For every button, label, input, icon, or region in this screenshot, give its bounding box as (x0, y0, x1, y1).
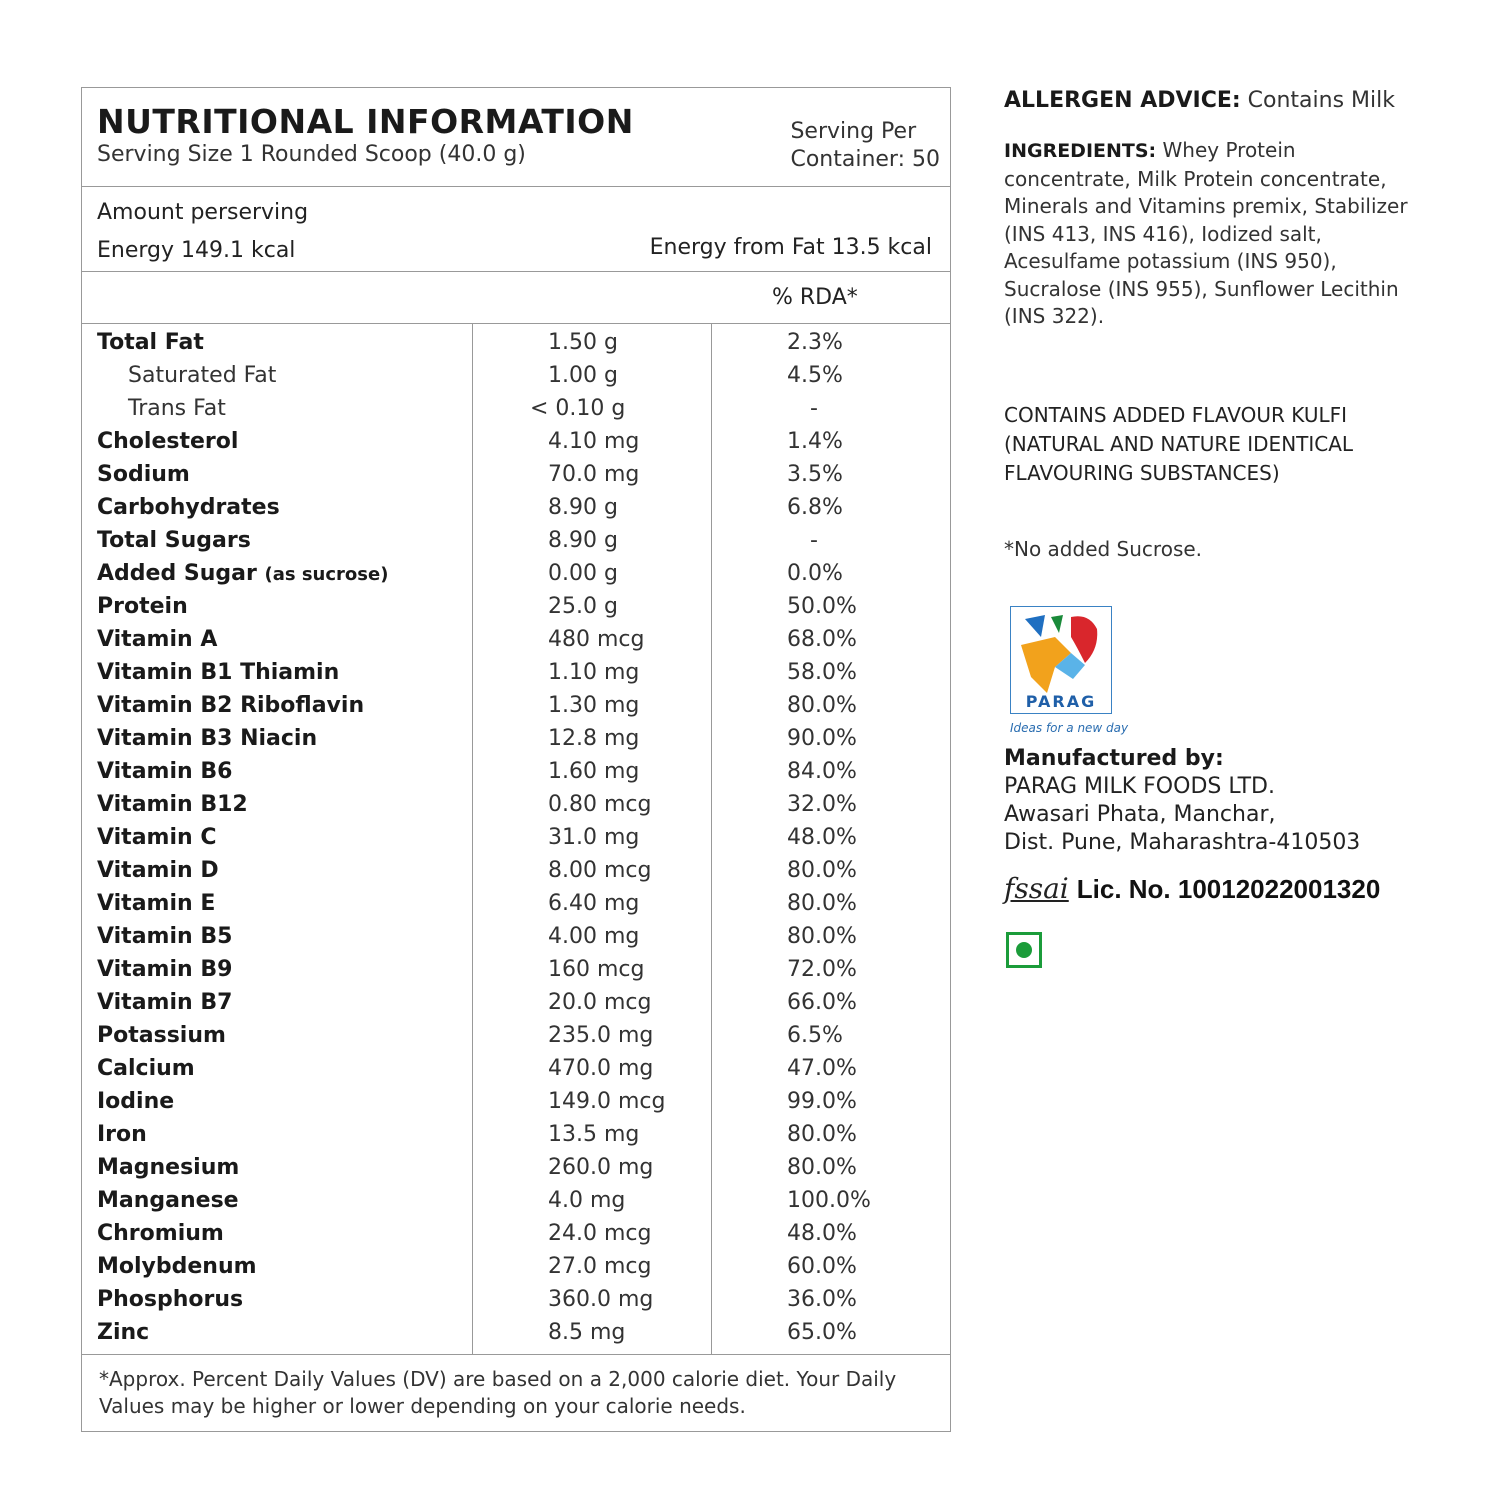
company-name: PARAG MILK FOODS LTD. (1004, 774, 1275, 799)
table-row (82, 1054, 950, 1087)
nutrient-amount: 470.0 mg (548, 1056, 654, 1081)
allergen-advice (1004, 88, 1395, 113)
license-number: Lic. No. 10012022001320 (1076, 874, 1381, 904)
table-row (82, 559, 950, 592)
nutrient-name: Vitamin A (97, 627, 218, 652)
nutrient-name: Iodine (97, 1089, 175, 1114)
nutrient-amount: 235.0 mg (548, 1023, 654, 1048)
veg-dot (1016, 942, 1032, 958)
table-row (82, 460, 950, 493)
nutrient-name: Vitamin B6 (97, 759, 233, 784)
nutrient-amount: 1.30 mg (548, 693, 640, 718)
nutrient-rda: 50.0% (787, 594, 857, 619)
nutrient-name: Sodium (97, 462, 190, 487)
serving-size: Serving Size 1 Rounded Scoop (40.0 g) (97, 142, 526, 167)
nutrient-amount: 4.0 mg (548, 1188, 626, 1213)
nutrient-name: Magnesium (97, 1155, 240, 1180)
nutrient-name: Trans Fat (128, 396, 226, 421)
nutrient-name: Iron (97, 1122, 147, 1147)
nutrient-rda: 60.0% (787, 1254, 857, 1279)
nutrient-amount: 160 mcg (548, 957, 645, 982)
nutrient-amount: 1.10 mg (548, 660, 640, 685)
table-row (82, 592, 950, 625)
fssai-logo-icon: fssai (1004, 872, 1069, 905)
nutrient-rda: 32.0% (787, 792, 857, 817)
nutrient-name: Phosphorus (97, 1287, 244, 1312)
table-row (82, 493, 950, 526)
energy-value: Energy 149.1 kcal (97, 238, 296, 263)
allergen-value: Contains Milk (1240, 88, 1395, 113)
address-line-2: Dist. Pune, Maharashtra-410503 (1004, 830, 1361, 855)
nutrient-amount: < 0.10 g (530, 396, 626, 421)
logo-text: PARAG (1025, 692, 1097, 711)
amount-per-serving-label: Amount perserving (97, 200, 309, 225)
nutrient-amount: 8.5 mg (548, 1320, 626, 1345)
nutrient-name: Vitamin D (97, 858, 219, 883)
nutrient-note: (as sucrose) (264, 564, 389, 585)
nutrient-name: Chromium (97, 1221, 224, 1246)
nutrient-name: Total Fat (97, 330, 204, 355)
servings-line-2: Container: 50 (790, 147, 940, 172)
energy-from-fat: Energy from Fat 13.5 kcal (649, 235, 932, 260)
ingredients (1004, 137, 1414, 331)
nutrient-name: Vitamin B2 Riboflavin (97, 693, 365, 718)
nutrient-name: Carbohydrates (97, 495, 280, 520)
nutrient-amount: 1.50 g (548, 330, 618, 355)
nutrient-name: Calcium (97, 1056, 195, 1081)
nutrient-amount: 6.40 mg (548, 891, 640, 916)
nutrient-amount: 20.0 mcg (548, 990, 652, 1015)
nutrient-rda: 48.0% (787, 1221, 857, 1246)
table-row (82, 427, 950, 460)
nutrient-name: Potassium (97, 1023, 226, 1048)
nutrient-rda: 80.0% (787, 1155, 857, 1180)
nutrient-amount: 360.0 mg (548, 1287, 654, 1312)
nutrient-rda: - (810, 396, 818, 421)
nutrient-amount: 149.0 mcg (548, 1089, 666, 1114)
ingredients-value: Whey Protein concentrate, Milk Protein concentrate, Minerals and Vitamins premix, Stabilizer (INS 413, INS 416), Iodized salt, Acesulfame potassium (INS 950), Sucralose (INS 955), Sunflower Lecithin (INS 322). (1004, 138, 1408, 328)
nutrient-rda: 3.5% (787, 462, 843, 487)
nutrient-rda: 0.0% (787, 561, 843, 586)
parag-logo-icon (1010, 606, 1112, 714)
table-row (82, 790, 950, 823)
nutrient-rda: 2.3% (787, 330, 843, 355)
nutrient-amount: 31.0 mg (548, 825, 640, 850)
nutrient-rda: 4.5% (787, 363, 843, 388)
nutrient-name: Protein (97, 594, 188, 619)
nutrient-rda: 80.0% (787, 924, 857, 949)
nutrient-name: Added Sugar (as sucrose) (97, 561, 389, 586)
table-row (82, 1285, 950, 1318)
nutrition-panel (81, 87, 951, 1432)
nutrient-rda: 66.0% (787, 990, 857, 1015)
nutrient-rda: 80.0% (787, 1122, 857, 1147)
table-row (82, 823, 950, 856)
nutrient-rda: 100.0% (787, 1188, 871, 1213)
nutrient-name: Vitamin B3 Niacin (97, 726, 318, 751)
table-row (82, 988, 950, 1021)
table-row (82, 856, 950, 889)
table-row (82, 955, 950, 988)
nutrient-rda: 80.0% (787, 858, 857, 883)
nutrient-rows (82, 328, 950, 1351)
nutrient-rda: 72.0% (787, 957, 857, 982)
nutrient-amount: 1.00 g (548, 363, 618, 388)
nutrient-name: Vitamin B1 Thiamin (97, 660, 340, 685)
table-row (82, 361, 950, 394)
nutrient-rda: - (810, 528, 818, 553)
table-row (82, 658, 950, 691)
nutrient-amount: 12.8 mg (548, 726, 640, 751)
nutrient-amount: 0.00 g (548, 561, 618, 586)
nutrient-amount: 4.10 mg (548, 429, 640, 454)
nutrient-amount: 8.90 g (548, 528, 618, 553)
table-row (82, 328, 950, 361)
table-row (82, 526, 950, 559)
nutrient-name: Vitamin E (97, 891, 216, 916)
nutrient-name: Vitamin B7 (97, 990, 233, 1015)
nutrient-rda: 47.0% (787, 1056, 857, 1081)
table-row (82, 1120, 950, 1153)
nutrient-name: Vitamin B12 (97, 792, 248, 817)
nutrient-name: Vitamin C (97, 825, 217, 850)
table-row (82, 922, 950, 955)
servings-line-1: Serving Per (790, 119, 917, 144)
allergen-label: ALLERGEN ADVICE: (1004, 88, 1241, 113)
divider (82, 271, 950, 272)
panel-title: NUTRITIONAL INFORMATION (97, 102, 634, 141)
nutrient-amount: 0.80 mcg (548, 792, 652, 817)
nutrient-rda: 90.0% (787, 726, 857, 751)
table-row (82, 889, 950, 922)
nutrient-amount: 8.00 mcg (548, 858, 652, 883)
nutrient-rda: 1.4% (787, 429, 843, 454)
nutrient-name: Manganese (97, 1188, 239, 1213)
table-row (82, 625, 950, 658)
nutrient-amount: 25.0 g (548, 594, 618, 619)
table-row (82, 1219, 950, 1252)
divider (82, 186, 950, 187)
nutrient-rda: 80.0% (787, 891, 857, 916)
nutrient-rda: 99.0% (787, 1089, 857, 1114)
table-row (82, 1021, 950, 1054)
nutrient-rda: 65.0% (787, 1320, 857, 1345)
nutrient-name: Vitamin B5 (97, 924, 233, 949)
rda-footnote: *Approx. Percent Daily Values (DV) are based on a 2,000 calorie diet. Your Daily Values may be higher or lower depending on your calorie needs. (99, 1367, 897, 1418)
table-row (82, 1186, 950, 1219)
servings-per-container (790, 118, 940, 174)
nutrient-amount: 260.0 mg (548, 1155, 654, 1180)
fssai-license (1004, 872, 1380, 905)
manufactured-by-label: Manufactured by: (1004, 746, 1224, 771)
table-row (82, 1153, 950, 1186)
flavour-statement: CONTAINS ADDED FLAVOUR KULFI (NATURAL AND NATURE IDENTICAL FLAVOURING SUBSTANCES) (1004, 403, 1354, 485)
nutrient-amount: 24.0 mcg (548, 1221, 652, 1246)
nutrient-name: Zinc (97, 1320, 150, 1345)
nutrient-rda: 6.8% (787, 495, 843, 520)
nutrient-amount: 8.90 g (548, 495, 618, 520)
nutrient-rda: 6.5% (787, 1023, 843, 1048)
nutrient-rda: 84.0% (787, 759, 857, 784)
table-row (82, 757, 950, 790)
nutrient-rda: 58.0% (787, 660, 857, 685)
nutrient-name: Cholesterol (97, 429, 239, 454)
table-row (82, 1087, 950, 1120)
table-row (82, 394, 950, 427)
nutrient-name: Vitamin B9 (97, 957, 233, 982)
veg-mark-icon (1006, 932, 1042, 968)
divider (82, 1354, 950, 1355)
table-row (82, 724, 950, 757)
nutrient-amount: 480 mcg (548, 627, 645, 652)
manufacturer-block (1004, 745, 1360, 857)
ingredients-label: INGREDIENTS: (1004, 140, 1157, 162)
rda-header: % RDA* (772, 285, 858, 310)
nutrient-amount: 13.5 mg (548, 1122, 640, 1147)
nutrient-name: Total Sugars (97, 528, 251, 553)
nutrient-rda: 48.0% (787, 825, 857, 850)
nutrient-rda: 80.0% (787, 693, 857, 718)
divider (82, 323, 950, 324)
nutrient-name: Molybdenum (97, 1254, 257, 1279)
table-row (82, 1318, 950, 1351)
address-line-1: Awasari Phata, Manchar, (1004, 802, 1276, 827)
nutrient-amount: 70.0 mg (548, 462, 640, 487)
logo-tagline: Ideas for a new day (1010, 721, 1129, 735)
nutrient-amount: 4.00 mg (548, 924, 640, 949)
table-row (82, 1252, 950, 1285)
nutrient-amount: 27.0 mcg (548, 1254, 652, 1279)
nutrient-name: Saturated Fat (128, 363, 277, 388)
table-row (82, 691, 950, 724)
nutrient-amount: 1.60 mg (548, 759, 640, 784)
nutrient-rda: 36.0% (787, 1287, 857, 1312)
nutrient-rda: 68.0% (787, 627, 857, 652)
no-sucrose-note: *No added Sucrose. (1004, 537, 1203, 561)
